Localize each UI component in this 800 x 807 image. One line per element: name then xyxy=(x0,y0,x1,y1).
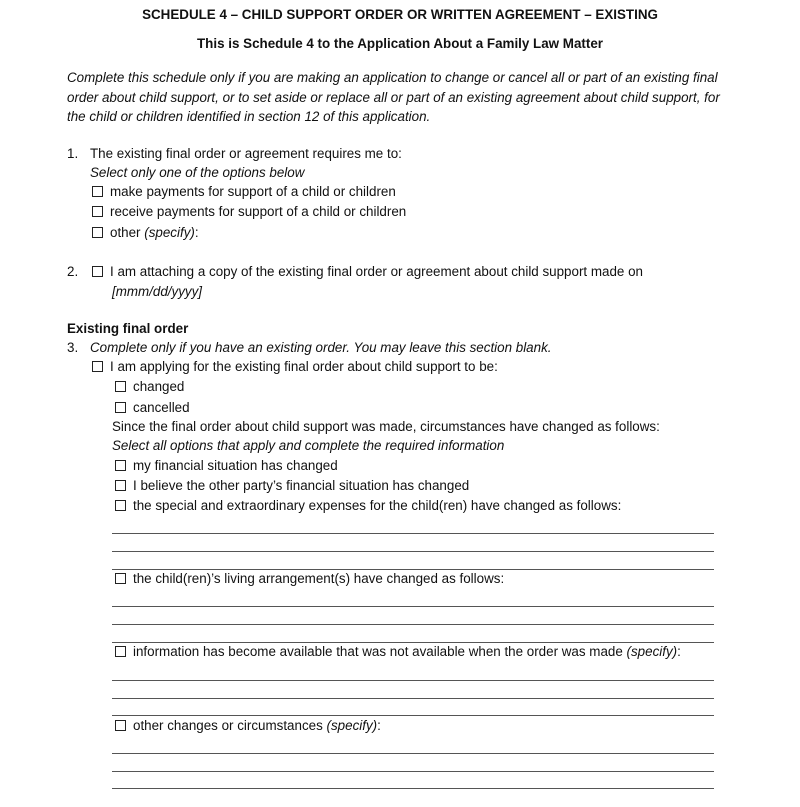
option-special-expenses[interactable] xyxy=(115,498,621,513)
checkbox[interactable] xyxy=(115,720,126,731)
new-information-input-line-3[interactable] xyxy=(112,715,714,716)
checkbox[interactable] xyxy=(115,480,126,491)
option-other-party-financial[interactable] xyxy=(115,478,469,493)
other-changes-input-line-1[interactable] xyxy=(112,753,714,754)
section-2-attaching[interactable] xyxy=(92,264,643,279)
option-label-colon: : xyxy=(194,225,199,240)
checkbox[interactable] xyxy=(115,381,126,392)
new-information-input-line-1[interactable] xyxy=(112,680,714,681)
option-label: the child(ren)’s living arrangement(s) have changed as follows: xyxy=(133,571,505,586)
section-1-question: The existing final order or agreement requires me to: xyxy=(90,146,402,161)
option-label-specify: (specify) xyxy=(626,644,678,659)
date-field[interactable]: [mmm/dd/yyyy] xyxy=(112,284,203,299)
option-my-financial-situation[interactable] xyxy=(115,458,338,473)
special-expenses-input-line-2[interactable] xyxy=(112,551,714,552)
intro-paragraph: Complete this schedule only if you are making an application to change or cancel all or part of an existing final order about child support, or to set aside or replace all or part of an existing agreement about child support, for the child or children identified in section 12 of this application. xyxy=(67,70,720,124)
option-other-changes[interactable] xyxy=(115,718,381,733)
checkbox[interactable] xyxy=(115,500,126,511)
option-receive-payments[interactable] xyxy=(92,204,406,219)
option-label-colon: : xyxy=(377,718,381,733)
option-label-colon: : xyxy=(677,644,681,659)
schedule-subtitle: This is Schedule 4 to the Application About a Family Law Matter xyxy=(197,36,603,51)
option-label-specify: (specify) xyxy=(144,225,195,240)
option-label: the special and extraordinary expenses for the child(ren) have changed as follows: xyxy=(133,498,622,513)
option-applying[interactable] xyxy=(92,359,498,374)
option-cancelled[interactable] xyxy=(115,400,190,415)
checkbox[interactable] xyxy=(115,573,126,584)
checkbox[interactable] xyxy=(92,361,103,372)
other-changes-input-line-3[interactable] xyxy=(112,788,714,789)
checkbox[interactable] xyxy=(92,266,103,277)
option-other[interactable] xyxy=(92,225,199,240)
option-label: cancelled xyxy=(133,400,190,415)
option-label: other xyxy=(110,225,145,240)
special-expenses-input-line-3[interactable] xyxy=(112,569,714,570)
section-1-instruction: Select only one of the options below xyxy=(90,165,305,180)
option-living-arrangements[interactable] xyxy=(115,571,504,586)
schedule-title: SCHEDULE 4 – CHILD SUPPORT ORDER OR WRITTEN AGREEMENT – EXISTING xyxy=(142,7,658,22)
option-label: other changes or circumstances xyxy=(133,718,327,733)
option-make-payments[interactable] xyxy=(92,184,396,199)
checkbox[interactable] xyxy=(115,646,126,657)
circumstances-intro: Since the final order about child support was made, circumstances have changed as follows: xyxy=(112,419,660,434)
option-label: information has become available that was not available when the order was made xyxy=(133,644,627,659)
option-new-information[interactable] xyxy=(115,644,681,659)
option-label: I am applying for the existing final order about child support to be: xyxy=(110,359,498,374)
living-arrangements-input-line-3[interactable] xyxy=(112,642,714,643)
special-expenses-input-line-1[interactable] xyxy=(112,533,714,534)
option-label: changed xyxy=(133,379,185,394)
option-label: receive payments for support of a child or children xyxy=(110,204,407,219)
option-label-specify: (specify) xyxy=(326,718,378,733)
section-2-text: I am attaching a copy of the existing final order or agreement about child support made on xyxy=(110,264,643,279)
checkbox[interactable] xyxy=(92,206,103,217)
option-label: my financial situation has changed xyxy=(133,458,338,473)
checkbox[interactable] xyxy=(115,402,126,413)
section-1-number: 1. xyxy=(67,146,79,161)
new-information-input-line-2[interactable] xyxy=(112,698,714,699)
living-arrangements-input-line-2[interactable] xyxy=(112,624,714,625)
other-changes-input-line-2[interactable] xyxy=(112,771,714,772)
option-label: I believe the other party’s financial situation has changed xyxy=(133,478,470,493)
section-3-instruction: Complete only if you have an existing order. You may leave this section blank. xyxy=(90,340,552,355)
section-3-number: 3. xyxy=(67,340,79,355)
option-label: make payments for support of a child or children xyxy=(110,184,396,199)
checkbox[interactable] xyxy=(115,460,126,471)
checkbox[interactable] xyxy=(92,186,103,197)
option-changed[interactable] xyxy=(115,379,184,394)
circumstances-instruction: Select all options that apply and complete the required information xyxy=(112,438,505,453)
section-2-number: 2. xyxy=(67,264,79,279)
living-arrangements-input-line-1[interactable] xyxy=(112,606,714,607)
section-3-heading: Existing final order xyxy=(67,321,189,336)
checkbox[interactable] xyxy=(92,227,103,238)
